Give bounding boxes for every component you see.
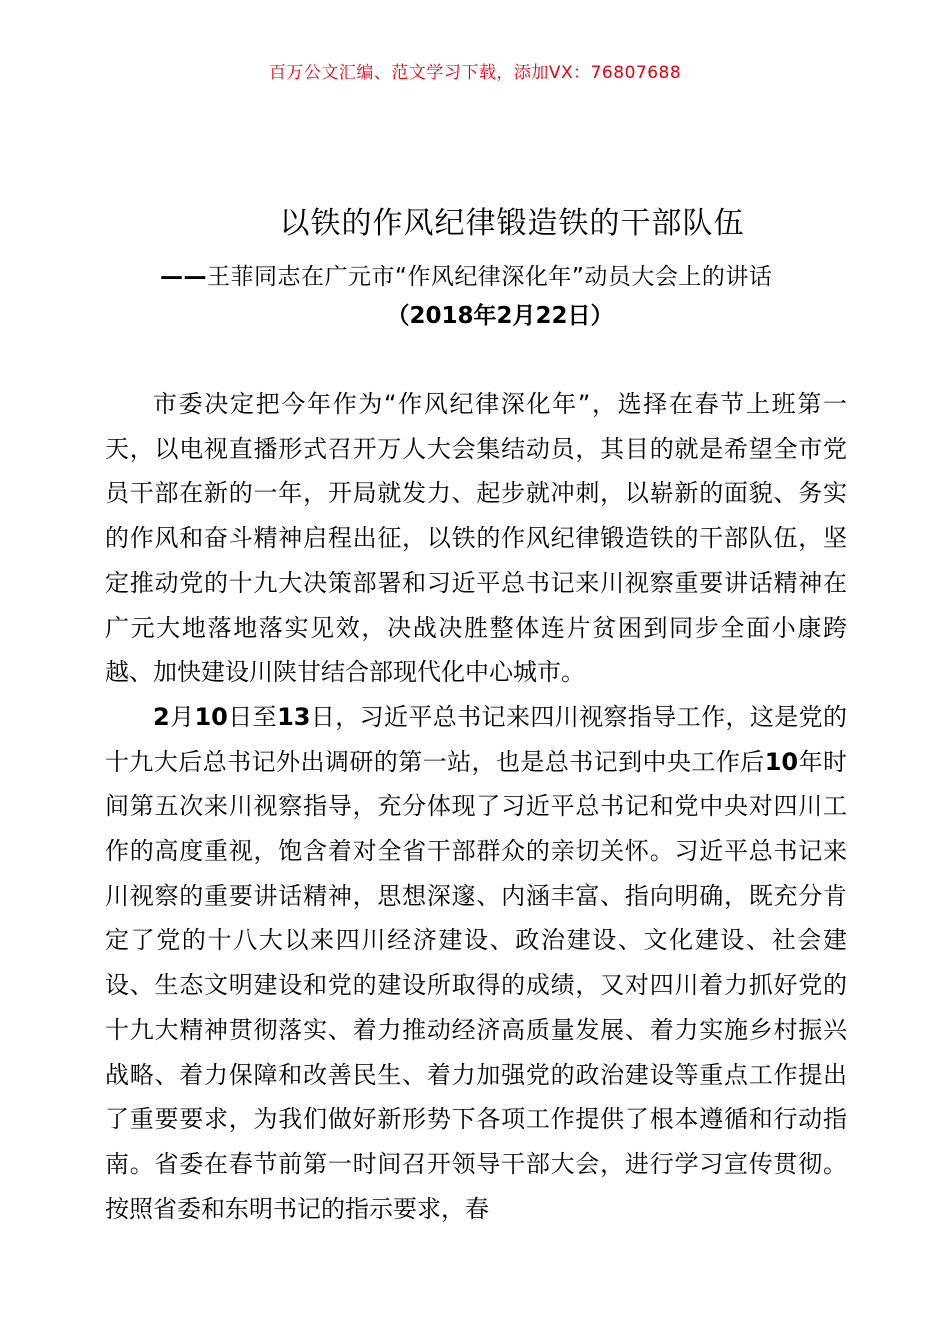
subtitle-dash: —— [160,264,207,290]
document-subtitle [160,258,860,291]
paragraph-2-number: 13 [277,702,311,731]
document-body [105,382,847,1231]
subtitle-text: 王菲同志在广元市“作风纪律深化年”动员大会上的讲话 [207,264,773,290]
paragraph-2-text: 月 [169,702,195,731]
paragraph-2-text: 年时间第五次来川视察指导，充分体现了习近平总书记和党中央对四川工作的高度重视，饱含着对全省干部群众的亲切关怀。习近平总书记来川视察的重要讲话精神，思想深邃、内涵丰富、指向明确，既充分肯定了党的十八大以来四川经济建设、政治建设、文化建设、社会建设、生态文明建设和党的建设所取得的成绩，又对四川着力抓好党的十九大精神贯彻落实、着力推动经济高质量发展、着力实施乡村振兴战略、着力保障和改善民生、着力加强党的政治建设等重点工作提出了重要要求，为我们做好新形势下各项工作提供了根本遵循和行动指南。省委在春节前第一时间召开领导干部大会，进行学习宣传贯彻。按照省委和东明书记的指示要求，春 [105,747,848,1223]
paragraph-1: 市委决定把今年作为“作风纪律深化年”，选择在春节上班第一天，以电视直播形式召开万人大会集结动员，其目的就是希望全市党员干部在新的一年，开局就发力、起步就冲刺，以崭新的面貌、务实的作风和奋斗精神启程出征，以铁的作风纪律锻造铁的干部队伍，坚定推动党的十九大决策部署和习近平总书记来川视察重要讲话精神在广元大地落地落实见效，决战决胜整体连片贫困到同步全面小康跨越、加快建设川陕甘结合部现代化中心城市。 [105,390,847,687]
document-title: 以铁的作风纪律锻造铁的干部队伍 [279,206,745,241]
paragraph-2-text: 日至 [227,702,278,731]
paragraph-2-number: 2 [153,702,170,731]
paragraph-2 [105,695,847,1231]
paragraph-2-text: 日，习近平总书记来四川视察指导工作，这是党的十九大后总书记外出调研的第一站，也是总书记到中央工作后 [105,702,848,776]
document-date: （2018年2月22日） [386,303,614,329]
paragraph-2-number: 10 [764,747,799,776]
header-promo-note: 百万公文汇编、范文学习下载，添加VX：76807688 [268,63,682,83]
paragraph-2-number: 10 [194,702,228,731]
